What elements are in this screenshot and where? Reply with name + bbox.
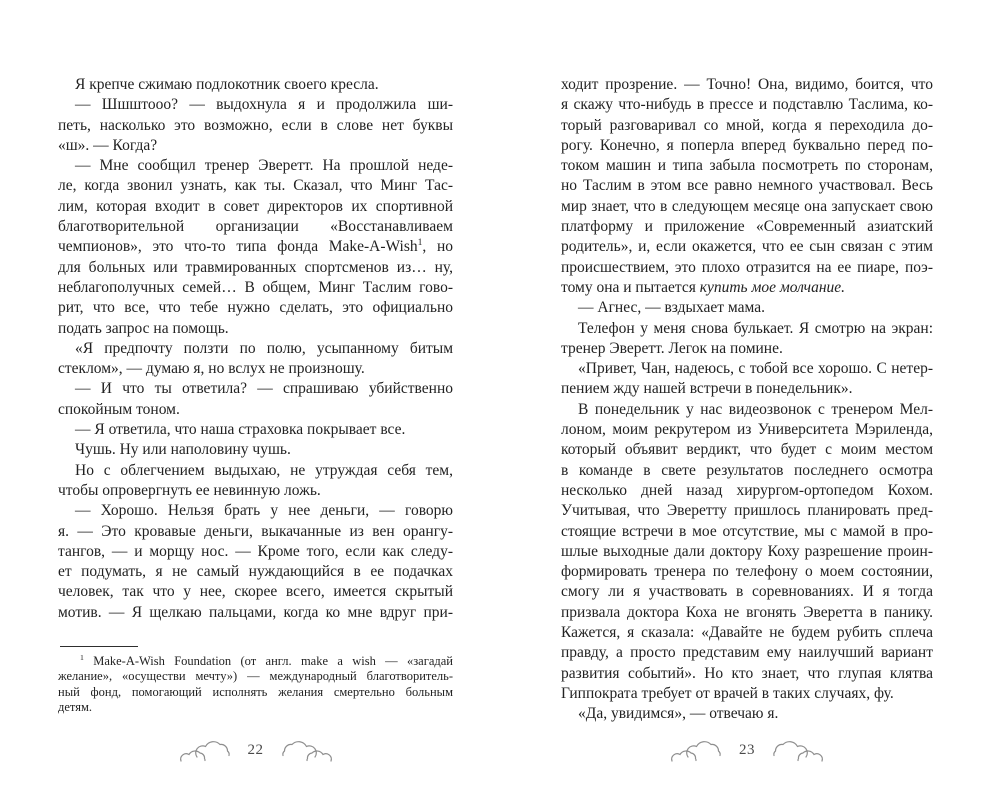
text-run: — Я ответила, что наша страховка покрывает все. [75,421,406,439]
text-line [58,237,453,257]
text-run: , но [422,238,453,256]
text-line [561,623,933,643]
text-run: — Мне сообщил тренер Эверетт. На прошлой неде- [75,157,453,175]
text-line [561,522,933,542]
text-line [58,116,453,136]
page-footer [561,733,933,767]
cloud-ornament-icon [772,737,824,764]
text-run: пением жду нашей встречи в понедельник». [561,380,853,398]
text-run: — Шшштооо? — выдохнула я и продолжила ши- [75,96,453,114]
text-run: развития событий». Но кто знает, что глупая клятва [561,664,933,682]
text-run: ный фонд, помогающий исполнять желания смертельно больным [58,684,453,699]
text-line [561,258,933,278]
text-line [58,176,453,196]
text-line [58,258,453,278]
text-line [561,603,933,623]
text-line [561,562,933,582]
text-line [58,379,453,399]
footnote-text [58,654,453,715]
text-run: «Да, увидимся», — отвечаю я. [578,705,779,723]
page-number: 22 [247,741,264,758]
text-line [58,75,453,95]
text-run: рогу. Конечно, я поперла вперед буквально перед по- [561,136,933,154]
text-run: «Я предпочту ползти по полю, усыпанному битым [75,339,453,357]
text-run: подать запрос на помощь. [58,319,229,337]
text-run: Кажется, я сказала: «Давайте не будем рубить сплеча [561,624,933,642]
text-line [561,664,933,684]
text-run: происшествием, это плохо отразится на ее пиаре, поэ- [561,258,933,276]
text-line [561,542,933,562]
text-line [58,217,453,237]
text-line [561,136,933,156]
page-text [58,75,453,623]
text-run: стоящие встречи в мое отсутствие, мы с мамой в про- [561,522,933,540]
text-run: неблагополучных семей… В общем, Минг Таслим гово- [58,278,453,296]
footnote-marker: 1 [80,652,84,662]
text-line [58,278,453,298]
text-run: Учитывая, что Эверетту пришлось планировать пред- [561,502,933,520]
text-line [561,481,933,501]
text-run: лоном, моим рекрутером из Университета Мэриленда, [561,421,933,439]
text-line [561,237,933,257]
text-line [561,501,933,521]
text-run: желание», «осуществи мечту») — международный благотворитель- [58,669,453,684]
text-line [58,582,453,602]
text-run: правду, а просто представим ему наилучший вариант [561,644,933,662]
text-line [561,379,933,399]
text-line [58,156,453,176]
text-run: В понедельник у нас видеозвонок с тренером Мел- [578,400,933,418]
text-run: Чушь. Ну или наполовину чушь. [75,441,291,459]
text-line [561,440,933,460]
footnote-divider [60,646,138,647]
text-run: платформу и приложение «Современный азиатский [561,218,934,236]
text-line [58,420,453,440]
text-line [561,420,933,440]
text-run: — Хорошо. Нельзя брать у нее деньги, — говорю [75,502,453,520]
text-run: мир знает, что в следующем месяце она запускает свою [561,197,933,215]
text-run: Make-A-Wish Foundation (от англ. make a wish — «загадай [83,654,453,668]
text-run: в команде в свете результатов последнего осмотра [561,461,933,479]
text-run: я. — Это кровавые деньги, выкачанные из вен орангу- [58,522,453,540]
text-line [561,176,933,196]
text-line [58,654,453,669]
text-line [58,136,453,156]
text-line [58,481,453,501]
text-line [561,643,933,663]
text-run: смогу ли я участвовать в соревнованиях. И я тогда [561,583,933,601]
text-line [561,116,933,136]
text-run: человек, так что у нее, скорее всего, имеется скрытый [58,583,453,601]
text-run: детям. [58,699,92,714]
cloud-ornament-icon [281,737,333,764]
text-run: тангов, — и морщу нос. — Кроме того, если как следу- [58,542,453,560]
text-line [58,440,453,460]
text-line [58,700,453,715]
text-line [561,278,933,298]
text-run: торый разговаривал со мной, когда я переходила до- [561,116,933,134]
text-line [58,562,453,582]
text-run: благотворительной организации «Восстанавливаем [58,218,453,236]
text-line [58,669,453,684]
text-run: но Таслим в этом все равно немного участвовал. Весь [561,177,933,195]
cloud-ornament-icon [179,737,231,764]
text-run: Гиппократа требует от врачей в таких случаях, фу. [561,684,894,702]
text-line [58,319,453,339]
text-run: шлые выходные дали доктору Коху разрешение проин- [561,542,933,560]
text-run: рит, что все, что тебе нужно сделать, это официально [58,299,453,317]
text-line [561,684,933,704]
text-line [561,197,933,217]
text-run: «Привет, Чан, надеюсь, с тобой все хорошо. С нетер- [578,360,933,378]
text-line [561,156,933,176]
cloud-ornament-icon [670,737,722,764]
text-line [561,298,933,318]
text-line [58,522,453,542]
text-line [58,685,453,700]
text-line [58,400,453,420]
text-line [561,217,933,237]
text-run: спокойным тоном. [58,400,180,418]
text-line [561,75,933,95]
text-run: стеклом», — думаю я, но вслух не произношу. [58,360,365,378]
text-run: петь, насколько это возможно, если в слове нет буквы [58,116,453,134]
text-run: который объявит вердикт, что будет с моим местом [561,441,933,459]
text-line [58,95,453,115]
text-line [561,400,933,420]
page-right [561,0,933,800]
page-text [561,75,933,725]
text-line [58,298,453,318]
text-line [58,542,453,562]
text-run: ходит прозрение. — Точно! Она, видимо, боится, что [561,76,934,93]
text-line [58,359,453,379]
text-line [58,339,453,359]
page-left [58,0,453,800]
text-line [561,95,933,115]
text-run: Телефон у меня снова булькает. Я смотрю на экран: [578,319,933,337]
text-run: — Агнес, — вздыхает мама. [578,299,765,317]
footnote-marker: 1 [417,237,423,249]
text-run: «ш». — Когда? [58,136,158,154]
text-line [561,461,933,481]
text-run: призвала доктора Коха не вгонять Эверетта в панику. [561,603,933,621]
text-run: несколько дней назад хирургом-ортопедом Кохом. [561,481,933,499]
text-run: чтобы опровергнуть ее невинную ложь. [58,481,321,499]
text-line [561,704,933,724]
text-run: тренер Эверетт. Легок на помине. [561,339,783,357]
text-run: Но с облегчением выдыхаю, не утруждая себя тем, [75,461,453,479]
italic-phrase: купить мое молчание. [699,278,846,296]
text-run: я скажу что-нибудь в прессе и подставлю Таслима, ко- [561,96,934,114]
text-run: для больных или травмированных спортсменов из… ну, [58,258,453,276]
text-run: чемпионов», это что-то типа фонда Make-A-Wish [58,238,418,256]
text-line [58,603,453,623]
text-run: ет подумать, я не самый нуждающийся в ее подачках [58,563,453,581]
text-line [561,359,933,379]
text-run: лим, которая входит в совет директоров их спортивной [58,197,453,215]
text-line [58,461,453,481]
text-line [58,197,453,217]
text-run: ле, когда звонил узнать, как ты. Сказал, что Минг Тас- [58,177,453,195]
page-footer [58,733,453,767]
text-line [58,501,453,521]
text-run: током машин и типа забыла посмотреть по сторонам, [561,157,933,175]
text-run: мотив. — Я щелкаю пальцами, когда ко мне вдруг при- [58,603,453,621]
text-run: Я крепче сжимаю подлокотник своего кресла. [75,76,379,93]
text-run: тому она и пытается [561,278,700,296]
text-line [561,582,933,602]
text-line [561,319,933,339]
text-run: родитель», и, если окажется, что ее сын связан с этим [561,238,933,256]
text-line [561,339,933,359]
text-run: формировать тренера по телефону о моем состоянии, [561,563,933,581]
text-run: — И что ты ответила? — спрашиваю убийственно [75,380,453,398]
page-number: 23 [739,741,755,758]
